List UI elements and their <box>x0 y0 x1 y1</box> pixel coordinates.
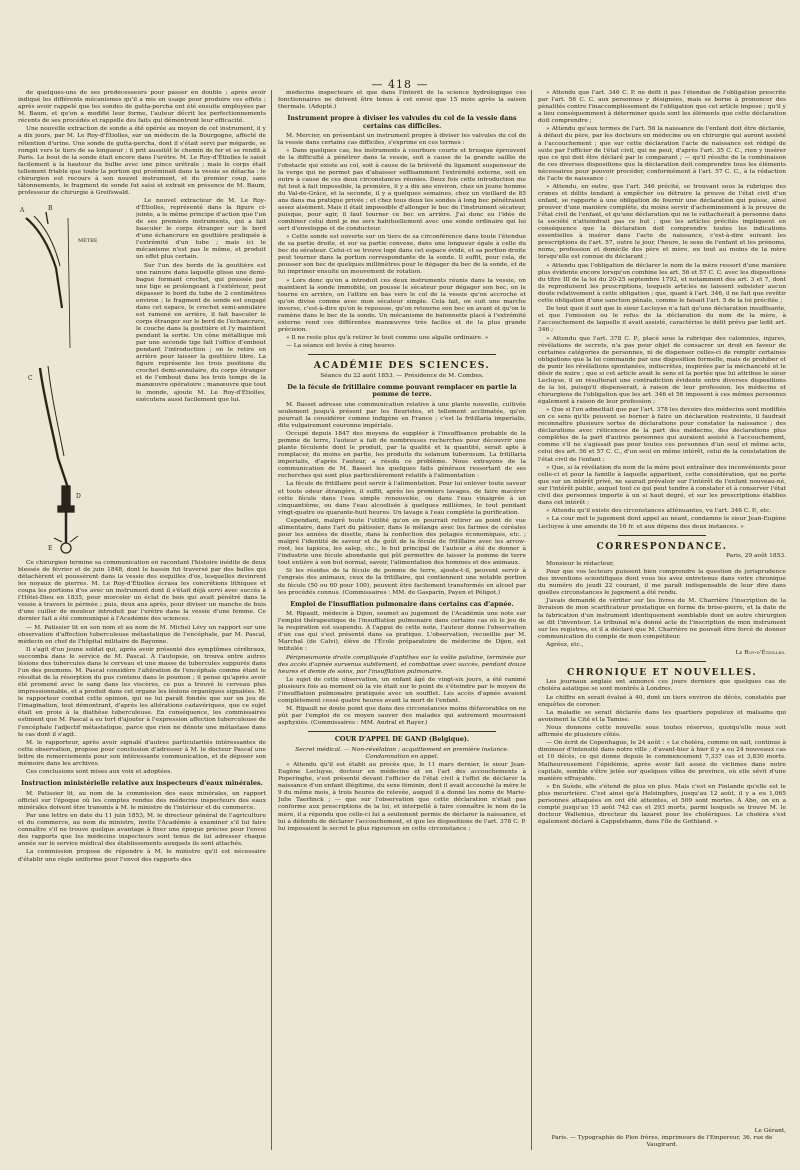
chronicle-heading: CHRONIQUE ET NOUVELLES. <box>566 667 758 679</box>
gerant-label: Le Gérant, <box>754 1128 786 1134</box>
paragraph: Pour que vos lecteurs puissent bien comprendre la question de jurisprudence des inventions scientifiques dont vous les avez entretenus dans votre chronique du numéro du jeudi 22 courant, il me paraît indispensable de leur dire dans quelles circonstances le jugement a été rendu. <box>538 569 786 597</box>
page-number: — 418 — <box>371 78 429 91</box>
paragraph: » Attendu, en outre, que l'art. 346 précité, se trouvant sous la rubrique des crimes et délits tendant à empêcher ou détruire la preuve de l'état civil d'un enfant, se rapporte à une obligation de fournir une déclaration qui puisse, ainsi prouver d'une manière complète, du moins servir d'acheminement à la preuve de l'état civil de l'enfant, et qu'une déclaration qui ne le rattacherait à personne dans la société n'atteindrait pas ce but ; que les articles précités impliquent en conséquence que la déclaration doit comprendre toutes les indications essentielles à insérer dans l'acte de naissance, c'est-à-dire suivant les prescriptions de l'art. 57, outre le jour, l'heure, le sexe de l'enfant et les prénoms, noms, profession et domicile des père et mère, ou tout au moins de la mère lorsqu'elle est connue du déclarant ; <box>538 183 786 261</box>
paragraph: » La cour met le jugement dont appel au néant, condamne le sieur Jean-Eugène Lecluyse à une amende de 16 fr. et aux dépens des deux instances. » <box>538 516 786 530</box>
paragraph: Sur l'un des bords de la gouttière est une rainure dans laquelle glisse une demi-bague formant crochet, qui poussée par une tige se prolongeant à l'extérieur, peut dépasser le bord du tube de 2 centimètres environ ; le fragment de sonde est engagé dans cet espace, le crochet semi-annulaire est ramené en arrière, il fait basculer le corps étranger sur le bord de l'échancrure, le couche dans la gouttière et l'y maintient pendant la sortie. Un cône métallique mû par une seconde tige fait l'office d'embout pendant l'introduction ; on le retire en arrière pour laisser la gouttière libre. La figure représente les trois positions du crochet demi-annulaire, du corps étranger et de l'embout dans les trois temps de la manœuvre opératoire ; manœuvre que tout le monde, ajoute M. Le Roy-d'Étiolles, exécutera aussi facilement que lui. <box>136 262 266 403</box>
paragraph: Nous donnons cette nouvelle sous toutes réserves, quoiqu'elle nous soit affirmée de plusieurs côtés. <box>538 725 786 739</box>
session-line: Séance du 22 août 1853. — Présidence de M. Combes. <box>320 372 484 379</box>
paragraph: Cependant, malgré toute l'utilité qu'on en pourrait retirer au point de vue alimentaire, dans l'art du pâtissier, dans le mélange avec les farines de céréales pour les années de disette, dans la confection des potages économiques, etc. ; malgré l'identité de saveur et de goût de la fécule de fritillaire avec les arrow-root, les tapioca, les salep, etc., le but principal de l'auteur a été de donner à l'industrie une fécule abondante qui pût permettre de laisser la pomme de terre tout entière à son but normal, savoir, l'alimentation des hommes et des animaux. <box>278 517 526 567</box>
correspondence-salutation: Monsieur le rédacteur, <box>546 560 615 567</box>
paragraph: » Attendu que l'art. 378 C. P., placé sous la rubrique des calomnies, injures, révélations de secrets, n'a pas pour objet de consacrer un droit en faveur de certaines catégories de personnes, ni de dispenser celles-ci de remplir certaines obligations que la loi commande par une disposition formelle, mais de prohiber et de punir les révélations spontanées, indiscrètes, inspirées par la méchanceté et le désir de nuire ; que si cet article avait le sens et la portée que lui attribue le sieur Lecluyse, il en résulterait une contradiction évidente entre diverses dispositions de la loi, puisqu'il dispenserait, à raison de leur profession, les médecins et chirurgiens de l'obligation que les art. 346 et 56 imposent à ces mêmes personnes également à raison de leur profession ; <box>538 335 786 405</box>
figure-block <box>18 198 266 558</box>
correspondence-signature: Le Roy-d'Étiolles. <box>735 650 786 657</box>
section-heading: Instrument propre à diviser les valvules du col de la vessie dans certains cas difficiles. <box>287 114 517 130</box>
paragraph: « Attendu qu'il est établi au procès que, le 11 mars dernier, le sieur Jean-Eugène Lecluyse, docteur en médecine et en l'art des accouchements à Poperinghe, s'est présenté devant l'officier de l'état civil à l'effet de déclarer la naissance d'un enfant illégitime, du sexe féminin, dont il avait accouché la mère le 9 du même mois, à trois heures de relevée, auquel il a donné les noms de Marie-Julie Taerlinck ; — que sur l'observation que cette déclaration n'était pas conforme aux prescriptions de la loi, et interpellé à faire connaître le nom de la mère, il a répondu que celle-ci lui a seulement permis de déclarer la naissance, et lui a défendu de déclarer l'accouchement, et que les dispositions de l'art. 378 C. P. lui imposaient le secret le plus rigoureux en cette circonstance ; <box>278 762 526 832</box>
figure-label-a: A <box>20 207 25 215</box>
paragraph: Le nouvel extracteur de M. Le Roy-d'Étiolles, représenté dans la figure ci-jointe, a le même principe d'action que l'un de ses premiers instruments, qui a fait basculer le corps étranger sur le bord d'une échancrure en gouttière pratiquée à l'extrémité d'un tube ; mais ici le mécanisme n'est pas le même, et produit un effet plus certain. <box>136 198 266 261</box>
paragraph: Les journaux anglais ont annoncé ces jours derniers que quelques cas de choléra asiatique se sont montrés à Londres. <box>538 679 786 693</box>
extractor-instrument-figure <box>18 198 136 558</box>
column-rule-left <box>271 90 272 1150</box>
section-divider <box>308 731 496 732</box>
figure-label-e: E <box>48 545 53 553</box>
paragraph: Le sujet de cette observation, un enfant âgé de vingt-six jours, a été ranimé plusieurs fois au moment où la vie était sur le point de s'éteindre par le moyen de l'insufflation pulmonaire pratiquée avec un soufflet. Les accès d'apnée avaient complètement cessé quatre heures avant la mort de l'enfant. <box>278 676 526 705</box>
section-heading: Emploi de l'insufflation pulmonaire dans certains cas d'apnée. <box>290 599 514 608</box>
correspondence-date: Paris, 29 août 1853. <box>725 552 786 559</box>
paragraph: » Que, si la révélation du nom de la mère peut entraîner des inconvénients pour celle-ci et pour la famille à laquelle appartient, cette considération, qui ne porte que sur un intérêt privé, ne saurait prévaloir sur l'intérêt de l'enfant nouveau-né, sur l'intérêt public, auquel tout ce qui peut tendre à constater et à conserver l'état civil des personnes importe à un si haut degré, et sur les prescriptions établies dans cet intérêt ; <box>538 464 786 506</box>
section-divider <box>618 661 706 662</box>
correspondence-heading: CORRESPONDANCE. <box>596 540 728 552</box>
paragraph: M. Ripault, médecin à Dijon, soumet au jugement de l'Académie une note sur l'emploi thérapeutique de l'insufflation pulmonaire dans certains cas où le jeu de la respiration est suspendu. À l'appui de cette note, l'auteur donne l'observation d'un cas qui s'est présenté dans sa pratique. L'observation, recueillie par M. Marchal (de Calvi), élève de l'École préparatoire de médecine de Dijon, est intitulée : <box>278 611 526 653</box>
paragraph: M. Patissier lit, au nom de la commission des eaux minérales, un rapport officiel sur l'époque où les comptes rendus des médecins inspecteurs des eaux minérales doivent être transmis à M. le ministre de l'intérieur et du commerce. <box>18 790 266 811</box>
paragraph: « Dans quelques cas, les instruments à courbure courte et brusque éprouvent de la difficulté à pénétrer dans la vessie, soit à cause de la grande saillie de l'obstacle qui existe au col, soit à cause de la brièveté du ligament suspenseur de la verge qui ne permet pas d'abaisser suffisamment l'extrémité externe, soit en outre à cause de ces deux circonstances réunies. Deux fois cette introduction me fut tout à fait impossible, la première, il y a dix ans environ, chez un jeune homme du Val-de-Grâce, et la seconde, il y a quelques semaines, chez un vieillard de 85 ans dans ma pratique privée ; et chez tous deux les sondes à long bec pénétraient assez aisément. Mais il était impossible d'allonger le bec de l'instrument sécateur, puisque, pour agir, il faut tourner ce bec en arrière. J'ai donc eu l'idée de combiner celui dont je me sers habituellement avec une sonde ordinaire qui lui sert d'enveloppe et de conducteur. <box>278 148 526 232</box>
paragraph: De tout quoi il suit que le sieur Lecluyse n'a fait qu'une déclaration insuffisante, et que l'omission ou le refus de la déclaration du nom de la mère, à l'accouchement de laquelle il avait assisté, caractérise le délit prévu par ledit art. 346 ; <box>538 306 786 334</box>
imprint-footer <box>538 1128 786 1149</box>
paragraph: — M. Patissier lit en son nom et au nom de M. Michel Lévy un rapport sur une observation d'affection tuberculeuse métastatique de l'encéphale, par M. Pascal, médecin en chef de l'hôpital militaire de Bayonne. <box>18 624 266 645</box>
column-1 <box>18 90 266 1150</box>
paragraph: La maladie se serait déclarée dans les quartiers populeux et malsains qui avoisinent la Cité et la Tamise. <box>538 709 786 723</box>
paragraph: Péripneumonie droite compliquée d'aphthes sur la voûte palatine, terminée par des accès d'apnée survenus subitement, et combattue avec succès, pendant douze heures et demie de soins, par l'insufflation pulmonaire. <box>278 654 526 675</box>
figure-caption-text <box>136 198 266 558</box>
paragraph: Si les résidus de la fécule de pomme de terre, ajoute-t-il, peuvent servir à l'engrais des animaux, ceux de la fritillaire, qui contiennent une notable portion de fécule (50 ou 60 pour 100), peuvent être facilement transformés en alcool par les procédés connus. (Commissaires : MM. de Gasparin, Payen et Péligot.) <box>278 568 526 596</box>
paragraph: » Lors donc qu'on a introduit ces deux instruments réunis dans la vessie, on maintient la sonde immobile, on pousse le sécateur pour dégager son bec, on le tourne en arrière, on l'attire en bas vers le col de la vessie qu'on accroche et qu'on divise comme avec mon sécateur simple. Cela fait, on suit une marche inverse, c'est-à-dire qu'on le repousse, qu'on retourne son bec en avant et qu'on le ramène dans le bec de la sonde. Un mécanisme de baïonnette placé à l'extrémité externe rend ces différentes manœuvres très faciles et de la plus grande précision. <box>278 277 526 333</box>
paragraph: La fécule de fritillaire peut servir à l'alimentation. Pour lui enlever toute saveur et toute odeur étrangère, il suffit, après les premiers lavages, de faire macérer cette fécule dans l'eau simple renouvelée, ou dans l'eau vinaigrée à un cinquantième, ou dans l'eau alcoolisée à quelques millièmes, le tout pendant vingt-quatre ou quarante-huit heures. Un lavage à l'eau complète la purification. <box>278 481 526 516</box>
column-rule-right <box>531 90 532 1150</box>
court-heading: COUR D'APPEL DE GAND (Belgique). <box>334 735 470 744</box>
paragraph: médecins inspecteurs et que dans l'intérêt de la science hydrologique ces fonctionnaires ne doivent être tenus à cet envoi que 15 mois après la saison thermale. (Adopté.) <box>278 90 526 111</box>
figure-label-d: D <box>76 493 81 501</box>
paragraph: Une nouvelle extraction de sonde a été opérée au moyen de cet instrument, il y a dix jours, par M. Le Roy-d'Étiolles, sur un médecin de la Bourgogne, affecté de rétention d'urine. Une sonde de gutta-percha, dont il s'était servi par mégarde, se rompit vers le tiers de sa longueur ; il prit aussitôt le chemin de fer et se rendit à Paris. Le bout de la sonde était encore dans l'urètre. M. Le Roy-d'Étiolles le saisit facilement à la hauteur du bulbe avec une pince urétrale ; mais le corps était tellement friable que toute la portion qui proéminait dans la vessie se détacha : le chirurgien eut recours à son nouvel instrument, et du premier coup, sans tâtonnements, le fragment de sonde fut saisi et extrait en présence de M. Baum, professeur de chirurgie à Greifswald. <box>18 126 266 196</box>
printer-imprint: Paris. — Typographie de Plon frères, imprimeurs de l'Empereur, 36, rue de Vaugirard. <box>551 1135 773 1148</box>
figure-label-c: C <box>28 375 33 383</box>
paragraph: » Attendu qu'aux termes de l'art. 56 la naissance de l'enfant doit être déclarée, à défaut du père, par les docteurs en médecine ou en chirurgie qui auront assisté à l'accouchement ; que sur cette déclaration l'acte de naissance est rédigé de suite par l'officier de l'état civil, qui ne peut, d'après l'art. 35 C. C., rien y insérer que ce qui doit être déclaré par le comparant ; — qu'il résulte de la combinaison de ces diverses dispositions que la déclaration doit comprendre tous les éléments nécessaires pour pouvoir procéder, conformément à l'art. 57 C. C., à la rédaction de l'acte de naissance ; <box>538 126 786 182</box>
paragraph: Agréez, etc., <box>546 641 584 648</box>
paragraph: M. Mercier, en présentant un instrument propre à diviser les valvules du col de la vessie dans certains cas difficiles, s'exprime en ces termes : <box>278 133 526 147</box>
paragraph: » Il ne reste plus qu'à retirer le tout comme une algalie ordinaire. » <box>286 335 489 342</box>
paragraph: — On écrit de Copenhague, le 24 août : « Le choléra, comme on sait, continue à diminuer d'intensité dans notre ville ; d'avant-hier à hier il y a eu 24 nouveaux cas et 10 décès, ce qui donne depuis le commencement 7,337 cas et 3,830 morts. Malheureusement l'épidémie, après avoir fait assez de victimes dans notre capitale, semble s'être jetée sur quelques villes de province, où elle sévit d'une manière effrayable. <box>538 740 786 782</box>
paragraph: M. Ripault ne doute point que dans des circonstances moins défavorables on ne pût par l'emploi de ce moyen sauver des malades qui autrement mourraient asphyxiés. (Commissaires : MM. Andral et Rayer.) <box>278 706 526 727</box>
figure-label-metre: MÈTRE <box>78 238 98 245</box>
paragraph: M. le rapporteur, après avoir signalé d'autres particularités intéressantes de cette observation, propose pour conclusion d'adresser à M. le docteur Pascal une lettre de remerciements pour son intéressante communication, et de déposer son mémoire dans les archives. <box>18 739 266 767</box>
column-2 <box>278 90 526 1150</box>
section-heading: Instruction ministérielle relative aux inspecteurs d'eaux minérales. <box>21 779 263 788</box>
paragraph: Par une lettre en date du 11 juin 1853, M. le directeur général de l'agriculture et du commerce, au nom du ministre, invite l'Académie à examiner s'il lui faire connaître s'il ne trouve quelque avantage à fixer une époque précise pour l'envoi des rapports que les médecins inspecteurs sont tenus de lui adresser chaque année sur le service médical des établissements auxquels ils sont attachés. <box>18 813 266 848</box>
paragraph: Ces conclusions sont mises aux voix et adoptées. <box>26 769 173 776</box>
paragraph: Le chiffre en serait évalué à 40, dont un tiers environ de décès, constatés par enquêtes de coroner. <box>538 694 786 708</box>
paragraph: » Attendu que l'obligation de déclarer le nom de la mère ressort d'une manière plus évidente encore lorsqu'on combine les art. 56 et 57 C. C. avec les dispositions du titre III de la loi du 20-25 septembre 1792, et notamment des art. 3 et 7, dont ils reproduisent les prescriptions, lesquels articles ne laissent subsister aucun doute relativement à cette obligation ; que, quant à l'art. 346, il ne fait que revêtir cette obligation d'une sanction pénale, comme le faisait l'art. 5 de la loi précitée ; <box>538 262 786 304</box>
court-subheading: Secret médical. — Non-révélation ; acquittement en première instance. Condamnation en appel. <box>295 746 509 760</box>
paragraph: » Cette sonde est ouverte sur un tiers de sa circonférence dans toute l'étendue de sa partie droite, et sur sa partie convexe, dans une longueur égale à celle du bec du sécateur. Celui-ci se trouve logé dans cet espace évidé, et sa portion droite peut tourner dans la portion correspondante de la sonde. Il suffit, pour cela, de pousser son bec de quelques millimètres pour le dégager du bec de la sonde, et de lui imprimer ensuite un mouvement de rotation. <box>278 234 526 276</box>
paragraph: — La séance est levée à cinq heures. <box>286 343 397 350</box>
paragraph: » Attendu que l'art. 346 C. P. ne défit it pas l'étendue de l'obligation prescrite par l'art. 56 C. C. aux personnes y désignées, mais se borne à prononcer des pénalités contre l'inaccomplissement de l'obligation que cet article impose ; qu'il y a lieu conséquemment à déterminer quels sont les éléments que cette déclaration doit comprendre ; <box>538 90 786 125</box>
paragraph: » Que si l'on admettait que par l'art. 378 les devoirs des médecins sont modifiés en ce sens qu'ils peuvent se borner à faire un déclaration restreinte, il faudrait reconnaître plusieurs sortes de déclarations pour constater la naissance ; des déclarations avec réticences de la part des médecins, des déclarations plus complètes de la part d'autres personnes qui auraient assisté à l'accouchement, comme s'il ne s'agissait pas pour toutes ces personnes d'un seul et même acte, celui des art. 56 et 57 C. C., d'un seul en même intérêt, celui de la constatation de l'état civil de l'enfant ; <box>538 407 786 463</box>
figure-label-b: B <box>48 205 53 213</box>
paragraph: de quelques-uns de ses prédécesseurs pour passer en double ; après avoir indiqué les différents mécanismes qu'il a mis en usage pour produire ces effets ; après avoir rappelé que les sondes de gutta-percha ont été ensuite employées par M. Baum, et qu'on a modifié leur forme, l'auteur décrit les perfectionnements récents de ses procédés et rappelle des faits qui démontrent leur efficacité. <box>18 90 266 125</box>
paragraph: » En Suède, elle s'étend de plus en plus. Mais c'est en Finlande qu'elle est le plus meurtrière. C'est ainsi qu'à Helsingfors, jusqu'au 12 août, il y a eu 1,065 personnes attaquées en ont été atteintes, et 509 sont mortes. À Abo, on en a compté jusqu'au 15 août 742 cas et 293 morts, parmi lesquels se trouve M. le docteur Wallenius, directeur du lazaret pour les cholériques. Le choléra s'est également déclaré à Cappelshamn, dans l'île de Gothland. » <box>538 783 786 826</box>
paragraph: Ce chirurgien termine sa communication en racontant l'histoire inédite de deux blessés de février et de juin 1848, dont le bassin fut traversé par des balles qui détachèrent et poussèrent dans la vessie des esquilles d'os, lesquelles devinrent les noyaux de pierres. M. Le Roy-d'Étiolles écrasa les concrétions lithiques et coupa les portions d'os avec un instrument dont il s'était déjà servi avec succès à l'Hôtel-Dieu en 1835, pour morceler un éclat de bois qui avait pénétré dans la vessie à travers le périnée ; puis, deux ans après, pour diviser un manche de buis d'une cuiller de mouleur introduit par l'urètre dans la vessie d'une femme. Ce dernier fait a été communiqué à l'Académie des sciences. <box>18 560 266 623</box>
academy-heading: ACADÉMIE DES SCIENCES. <box>313 360 491 372</box>
paragraph: Occupé depuis 1847 des moyens de suppléer à l'insuffisance probable de la pomme de terre, l'auteur a fait de nombreuses recherches pour découvrir une plante féculente dont le produit, par la qualité et la quantité, serait apte à remplacer, du moins en partie, les produits du solanum tuberosum. La fritillaria imperialis, d'après l'auteur, a résolu ce problème. Nous extrayons de la communication de M. Basset les quelques faits généraux ressortant de ses recherches qui sont plus particulièrement relatifs à l'alimentation : <box>278 430 526 480</box>
paragraph: » Attendu qu'il existe des circonstances atténuantes, vu l'art. 346 C. P., etc. <box>546 508 772 515</box>
section-divider <box>308 354 496 355</box>
section-divider <box>618 535 706 536</box>
section-heading: De la fécule de fritillaire comme pouvant remplacer en partie la pomme de terre. <box>287 382 517 399</box>
column-3 <box>538 90 786 1150</box>
paragraph: Il s'agit d'un jeune soldat qui, après avoir présenté des symptômes cérébraux, succomba dans le service de M. Pascal. À l'autopsie, on trouva entre autres lésions des tubercules dans le cerveau et une masse de tubercules suppurés dans l'un des poumons. M. Pascal considère l'altération de l'encéphale comme étant le résultat de la résorption du pus contenu dans le poumon ; il pense qu'après avoir été promené avec le sang dans les viscères, ce pus a trouvé le cerveau plus impressionnable, et a produit dans cet organe les lésions organiques signalées. M. le rapporteur combat cette opinion, qui ne lui paraît fondée que sur un jeu de l'imagination, tout démontrant, d'après les altérations cadavériques, que ce sujet était en proie à la diathèse tuberculeuse. En conséquence, les commissaires estiment que M. Pascal a eu tort d'ajouter à l'expression affection tuberculeuse de l'encéphale l'adjectif métastatique, parce que rien ne dénote une métastase dans le cas dont il s'agit. <box>18 647 266 738</box>
paragraph: J'avais demandé de vérifier sur les livres de M. Charrière l'inscription de la livraison de mon scarificateur prostatique en forme de brise-pierre, et la date de la fabrication d'un instrument identiquement semblable dont un autre chirurgien se dit l'inventeur. Le tribunal m'a donné acte de l'inscription de mon instrument sur les registres, et il a déclaré que M. Charrière ne pouvait être forcé de donner communication du compte de mon compétiteur. <box>538 598 786 640</box>
paragraph: M. Basset adresse une communication relative à une plante nouvelle, cultivée seulement jusqu'à présent par les fleuristes, et tellement acclimatée, qu'on pourrait la considérer comme indigène en France ; c'est la fritillaria imperialis, dite vulgairement couronne impériale. <box>278 401 526 429</box>
paragraph: La commission propose de répondre à M. le ministre qu'il est nécessaire d'établir une règle uniforme pour l'envoi des rapports des <box>18 849 266 863</box>
